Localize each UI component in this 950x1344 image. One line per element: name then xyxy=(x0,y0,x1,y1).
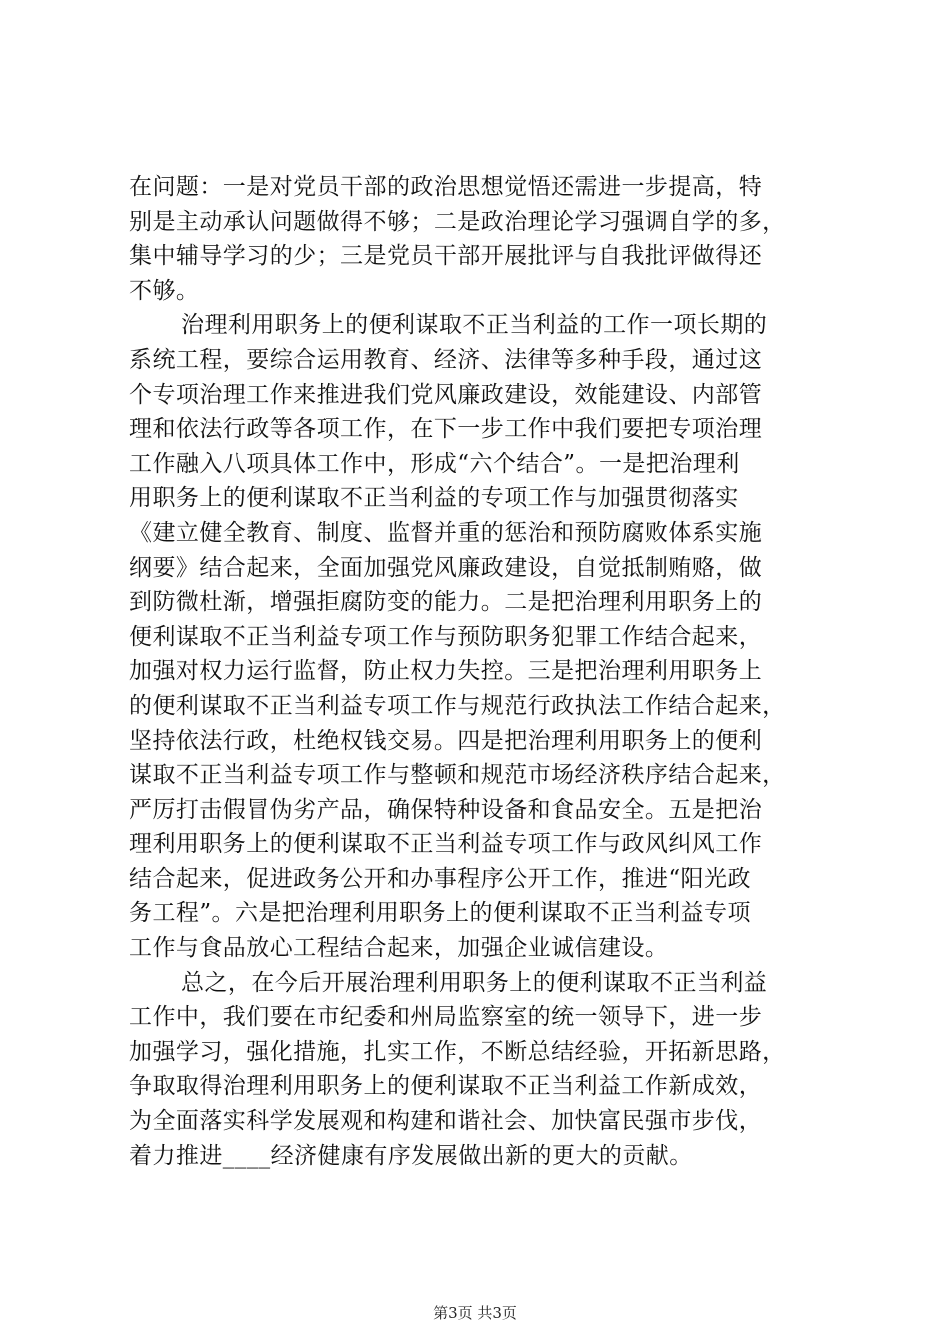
text-line-12: 纲要》结合起来，全面加强党风廉政建设，自觉抵制贿赂，做 xyxy=(129,554,763,581)
page-number-footer: 第3页 共3页 xyxy=(433,1304,517,1322)
text-line-1: 在问题：一是对党员干部的政治思想觉悟还需进一步提高，特 xyxy=(129,174,763,200)
text-line-26: 加强学习，强化措施，扎实工作，不断总结经验，开拓新思路， xyxy=(129,1038,786,1065)
text-line-16: 的便利谋取不正当利益专项工作与规范行政执法工作结合起来， xyxy=(129,692,786,719)
text-line-15: 加强对权力运行监督，防止权力失控。三是把治理利用职务上 xyxy=(129,658,763,685)
text-line-14: 便利谋取不正当利益专项工作与预防职务犯罪工作结合起来， xyxy=(129,623,763,650)
text-line-29: 着力推进____经济健康有序发展做出新的更大的贡献。 xyxy=(129,1142,693,1169)
text-line-2: 别是主动承认问题做得不够；二是政治理论学习强调自学的多， xyxy=(129,208,786,235)
text-line-11: 《建立健全教育、制度、监督并重的惩治和预防腐败体系实施 xyxy=(129,519,763,546)
text-line-4: 不够。 xyxy=(129,277,200,304)
body-text xyxy=(129,170,835,1173)
text-line-27: 争取取得治理利用职务上的便利谋取不正当利益工作新成效， xyxy=(129,1073,763,1100)
text-line-23: 工作与食品放心工程结合起来，加强企业诚信建设。 xyxy=(129,935,669,962)
text-line-17: 坚持依法行政，杜绝权钱交易。四是把治理利用职务上的便利 xyxy=(129,727,763,754)
text-line-18: 谋取不正当利益专项工作与整顿和规范市场经济秩序结合起来， xyxy=(129,762,786,789)
text-line-8: 理和依法行政等各项工作，在下一步工作中我们要把专项治理 xyxy=(129,416,763,443)
text-line-24: 总之，在今后开展治理利用职务上的便利谋取不正当利益 xyxy=(181,969,768,996)
text-line-6: 系统工程，要综合运用教育、经济、法律等多种手段，通过这 xyxy=(129,346,763,373)
text-line-10: 用职务上的便利谋取不正当利益的专项工作与加强贯彻落实 xyxy=(129,485,739,512)
text-line-22: 务工程”。六是把治理利用职务上的便利谋取不正当利益专项 xyxy=(129,900,751,927)
text-line-28: 为全面落实科学发展观和构建和谐社会、加快富民强市步伐， xyxy=(129,1108,763,1135)
text-line-21: 结合起来，促进政务公开和办事程序公开工作，推进“阳光政 xyxy=(129,865,751,892)
text-line-25: 工作中，我们要在市纪委和州局监察室的统一领导下，进一步 xyxy=(129,1004,763,1031)
text-line-20: 理利用职务上的便利谋取不正当利益专项工作与政风纠风工作 xyxy=(129,831,763,858)
text-line-7: 个专项治理工作来推进我们党风廉政建设，效能建设、内部管 xyxy=(129,381,763,408)
text-line-19: 严厉打击假冒伪劣产品，确保特种设备和食品安全。五是把治 xyxy=(129,796,763,823)
text-line-5: 治理利用职务上的便利谋取不正当利益的工作一项长期的 xyxy=(181,312,768,339)
text-line-3: 集中辅导学习的少；三是党员干部开展批评与自我批评做得还 xyxy=(129,243,763,270)
text-line-13: 到防微杜渐，增强拒腐防变的能力。二是把治理利用职务上的 xyxy=(129,589,763,616)
text-line-9: 工作融入八项具体工作中，形成“六个结合”。一是把治理利 xyxy=(129,450,740,477)
